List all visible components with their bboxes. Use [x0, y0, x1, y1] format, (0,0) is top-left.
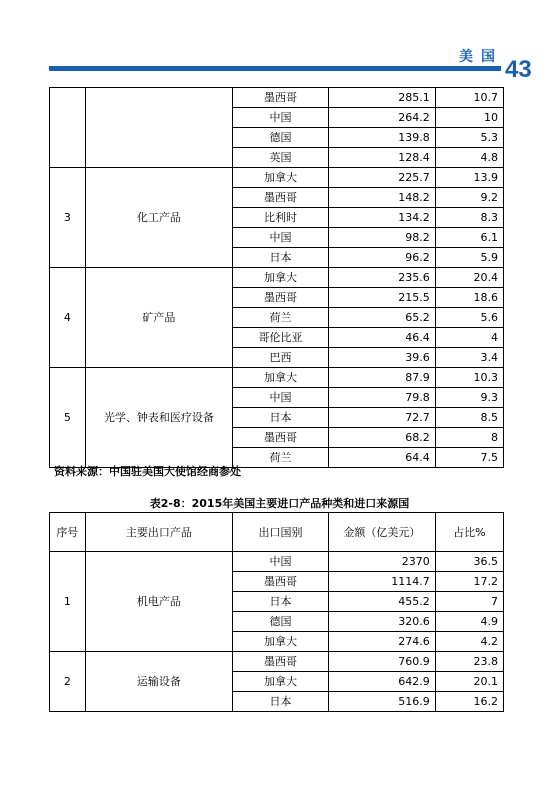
- seq-cell: 1: [50, 552, 86, 652]
- amount-cell: 285.1: [328, 88, 435, 108]
- share-cell: 5.6: [435, 308, 503, 328]
- seq-cell: 2: [50, 652, 86, 712]
- amount-cell: 225.7: [328, 168, 435, 188]
- seq-cell: 5: [50, 368, 86, 468]
- header-country: 美国: [459, 49, 503, 65]
- amount-cell: 72.7: [328, 408, 435, 428]
- header-rule: [49, 66, 501, 71]
- header-seq: 序号: [50, 513, 86, 552]
- share-cell: 10: [435, 108, 503, 128]
- country-cell: 加拿大: [233, 632, 329, 652]
- share-cell: 20.4: [435, 268, 503, 288]
- share-cell: 20.1: [435, 672, 503, 692]
- amount-cell: 1114.7: [328, 572, 435, 592]
- amount-cell: 148.2: [328, 188, 435, 208]
- country-cell: 日本: [233, 248, 329, 268]
- amount-cell: 139.8: [328, 128, 435, 148]
- amount-cell: 264.2: [328, 108, 435, 128]
- seq-cell: 4: [50, 268, 86, 368]
- product-cell: 机电产品: [85, 552, 233, 652]
- country-cell: 巴西: [233, 348, 329, 368]
- table-row: [50, 268, 504, 288]
- country-cell: 德国: [233, 128, 329, 148]
- country-cell: 墨西哥: [233, 288, 329, 308]
- country-cell: 荷兰: [233, 308, 329, 328]
- product-cell: 运输设备: [85, 652, 233, 712]
- import-table-continued: [49, 87, 504, 468]
- table-caption: 表2-8：2015年美国主要进口产品种类和进口来源国: [149, 497, 410, 510]
- amount-cell: 79.8: [328, 388, 435, 408]
- product-cell: 光学、钟表和医疗设备: [85, 368, 233, 468]
- amount-cell: 64.4: [328, 448, 435, 468]
- country-cell: 墨西哥: [233, 572, 329, 592]
- amount-cell: 68.2: [328, 428, 435, 448]
- seq-cell: 3: [50, 168, 86, 268]
- amount-cell: 96.2: [328, 248, 435, 268]
- share-cell: 9.2: [435, 188, 503, 208]
- page-header: [0, 0, 559, 83]
- country-cell: 中国: [233, 388, 329, 408]
- share-cell: 4: [435, 328, 503, 348]
- share-cell: 10.7: [435, 88, 503, 108]
- share-cell: 9.3: [435, 388, 503, 408]
- country-cell: 日本: [233, 692, 329, 712]
- country-cell: 墨西哥: [233, 428, 329, 448]
- table-row: [50, 368, 504, 388]
- share-cell: 4.9: [435, 612, 503, 632]
- share-cell: 8: [435, 428, 503, 448]
- table-row: [50, 652, 504, 672]
- share-cell: 17.2: [435, 572, 503, 592]
- amount-cell: 235.6: [328, 268, 435, 288]
- country-cell: 比利时: [233, 208, 329, 228]
- country-cell: 德国: [233, 612, 329, 632]
- amount-cell: 760.9: [328, 652, 435, 672]
- share-cell: 10.3: [435, 368, 503, 388]
- country-cell: 加拿大: [233, 168, 329, 188]
- header-product: 主要出口产品: [85, 513, 233, 552]
- amount-cell: 98.2: [328, 228, 435, 248]
- share-cell: 7: [435, 592, 503, 612]
- share-cell: 23.8: [435, 652, 503, 672]
- seq-cell: [50, 88, 86, 168]
- table-row: [50, 552, 504, 572]
- country-cell: 加拿大: [233, 268, 329, 288]
- share-cell: 4.2: [435, 632, 503, 652]
- amount-cell: 46.4: [328, 328, 435, 348]
- page-number: 43: [505, 56, 532, 83]
- amount-cell: 215.5: [328, 288, 435, 308]
- share-cell: 6.1: [435, 228, 503, 248]
- country-cell: 中国: [233, 228, 329, 248]
- amount-cell: 65.2: [328, 308, 435, 328]
- share-cell: 16.2: [435, 692, 503, 712]
- header-amount: 金额（亿美元）: [328, 513, 435, 552]
- header-share: 占比%: [435, 513, 503, 552]
- table-row: [50, 168, 504, 188]
- table-row: [50, 88, 504, 108]
- share-cell: 18.6: [435, 288, 503, 308]
- header-country-col: 出口国别: [233, 513, 329, 552]
- country-cell: 日本: [233, 592, 329, 612]
- country-cell: 墨西哥: [233, 88, 329, 108]
- share-cell: 5.9: [435, 248, 503, 268]
- share-cell: 4.8: [435, 148, 503, 168]
- amount-cell: 642.9: [328, 672, 435, 692]
- share-cell: 3.4: [435, 348, 503, 368]
- country-cell: 加拿大: [233, 672, 329, 692]
- share-cell: 36.5: [435, 552, 503, 572]
- share-cell: 8.3: [435, 208, 503, 228]
- country-cell: 墨西哥: [233, 188, 329, 208]
- country-cell: 荷兰: [233, 448, 329, 468]
- source-note: 资料来源：中国驻美国大使馆经商参处: [54, 465, 241, 478]
- country-cell: 墨西哥: [233, 652, 329, 672]
- amount-cell: 320.6: [328, 612, 435, 632]
- country-cell: 英国: [233, 148, 329, 168]
- product-cell: 矿产品: [85, 268, 233, 368]
- country-cell: 加拿大: [233, 368, 329, 388]
- country-cell: 中国: [233, 108, 329, 128]
- amount-cell: 128.4: [328, 148, 435, 168]
- share-cell: 5.3: [435, 128, 503, 148]
- share-cell: 13.9: [435, 168, 503, 188]
- product-cell: [85, 88, 233, 168]
- country-cell: 中国: [233, 552, 329, 572]
- amount-cell: 516.9: [328, 692, 435, 712]
- amount-cell: 134.2: [328, 208, 435, 228]
- amount-cell: 39.6: [328, 348, 435, 368]
- country-cell: 哥伦比亚: [233, 328, 329, 348]
- amount-cell: 274.6: [328, 632, 435, 652]
- amount-cell: 87.9: [328, 368, 435, 388]
- share-cell: 7.5: [435, 448, 503, 468]
- amount-cell: 2370: [328, 552, 435, 572]
- share-cell: 8.5: [435, 408, 503, 428]
- import-table: [49, 512, 504, 712]
- table-header-row: [50, 513, 504, 552]
- product-cell: 化工产品: [85, 168, 233, 268]
- country-cell: 日本: [233, 408, 329, 428]
- amount-cell: 455.2: [328, 592, 435, 612]
